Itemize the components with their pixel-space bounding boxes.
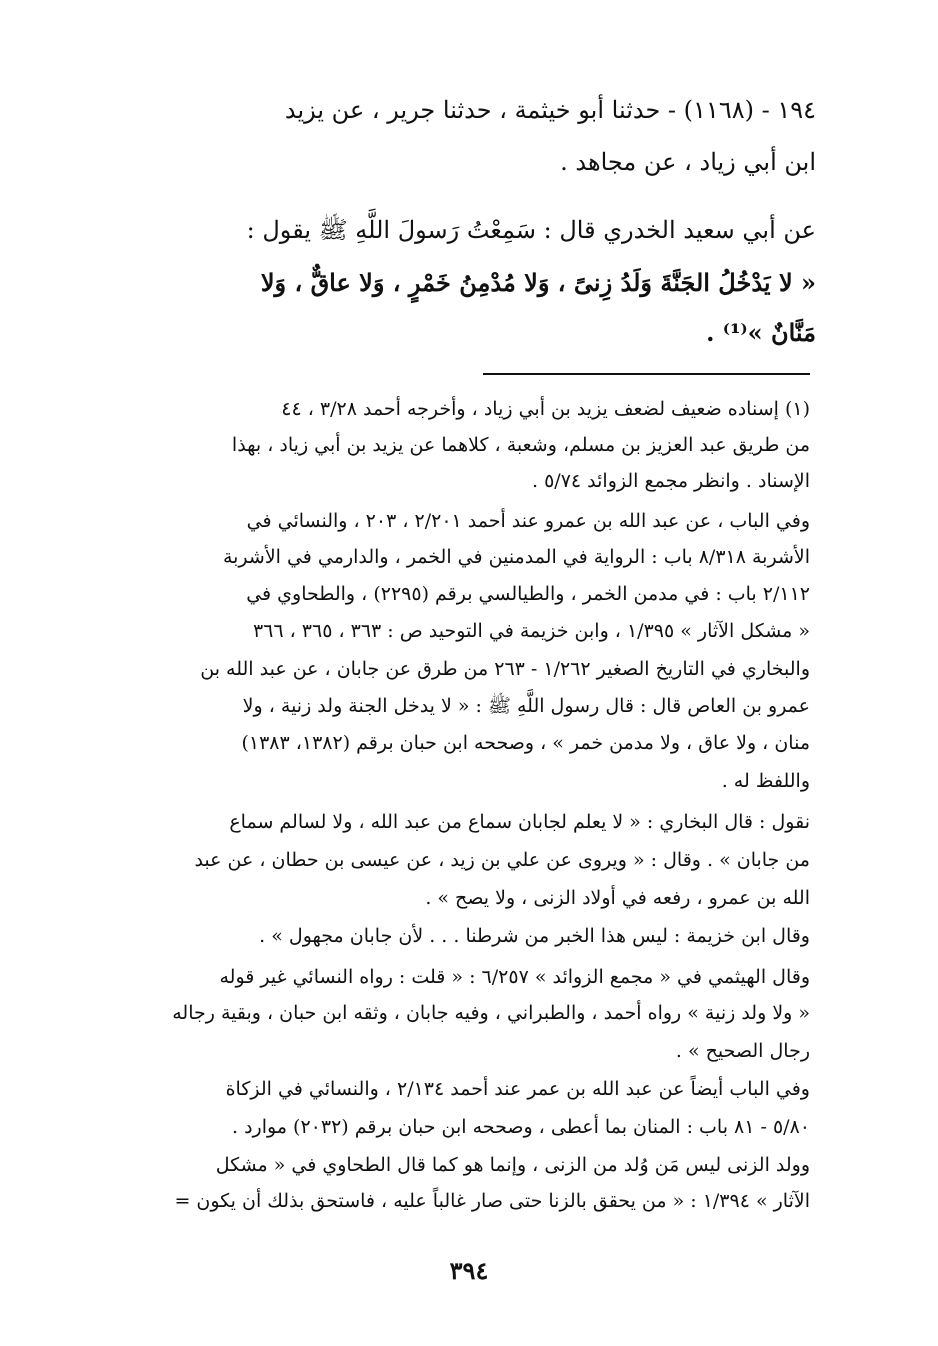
footnote-line: وقال ابن خزيمة : ليس هذا الخبر من شرطنا . . . لأن جابان مجهول » . xyxy=(259,925,810,947)
footnote-line: وقال الهيثمي في « مجمع الزوائد » ٦/٢٥٧ : « قلت : رواه النسائي غير قوله xyxy=(219,966,810,988)
isnad-line-1: ١٩٤ - (١١٦٨) - حدثنا أبو خيثمة ، حدثنا جرير ، عن يزيد xyxy=(284,96,816,124)
page-number: ٣٩٤ xyxy=(449,1256,489,1285)
footnote-line: رجال الصحيح » . xyxy=(675,1040,810,1062)
footnote-line: وولد الزنى ليس مَن وُلد من الزنى ، وإنما هو كما قال الطحاوي في « مشكل xyxy=(215,1154,810,1176)
footnote-line: من جابان » . وقال : « ويروى عن علي بن زيد ، عن عيسى بن حطان ، عن عبد xyxy=(194,849,810,871)
hadith-text-line-1: « لا يَدْخُلُ الجَنَّةَ وَلَدُ زِنىً ، وَلا مُدْمِنُ خَمْرٍ ، وَلا عاقٌّ ، وَلا xyxy=(260,268,816,297)
footnote-line: وفي الباب أيضاً عن عبد الله بن عمر عند أحمد ٢/١٣٤ ، والنسائي في الزكاة xyxy=(225,1078,810,1100)
footnote-line: واللفظ له . xyxy=(721,770,810,792)
footnote-line: ٥/٨٠ - ٨١ باب : المنان بما أعطى ، وصححه ابن حبان برقم (٢٠٣٢) موارد . xyxy=(232,1116,810,1138)
footnote-line: عمرو بن العاص قال : قال رسول اللَّهِ ﷺ : « لا يدخل الجنة ولد زنية ، ولا xyxy=(242,695,810,717)
footnote-line: وفي الباب ، عن عبد الله بن عمرو عند أحمد ٢/٢٠١ ، ٢٠٣ ، والنسائي في xyxy=(246,510,810,532)
isnad-line-2: ابن أبي زياد ، عن مجاهد . xyxy=(560,148,816,176)
footnote-line: « مشكل الآثار » ١/٣٩٥ ، وابن خزيمة في التوحيد ص : ٣٦٣ ، ٣٦٥ ، ٣٦٦ xyxy=(252,620,810,642)
matn-intro: عن أبي سعيد الخدري قال : سَمِعْتُ رَسولَ اللَّهِ ﷺ يقول : xyxy=(246,216,816,244)
footnote-line: الله بن عمرو ، رفعه في أولاد الزنى ، ولا يصح » . xyxy=(425,887,810,909)
footnote-line: من طريق عبد العزيز بن مسلم، وشعبة ، كلاهما عن يزيد بن أبي زياد ، بهذا xyxy=(231,434,810,456)
hadith-text-line-2: مَنَّانٌ »⁽¹⁾ . xyxy=(706,318,816,347)
footnote-line: والبخاري في التاريخ الصغير ١/٢٦٢ - ٢٦٣ من طرق عن جابان ، عن عبد الله بن xyxy=(200,658,810,680)
footnote-line: الأشربة ٨/٣١٨ باب : الرواية في المدمنين في الخمر ، والدارمي في الأشربة xyxy=(222,546,810,568)
footnote-line: « ولا ولد زنية » رواه أحمد ، والطبراني ، وفيه جابان ، وثقه ابن حبان ، وبقية رجاله xyxy=(172,1002,810,1024)
footnote-line: الآثار » ١/٣٩٤ : « من يحقق بالزنا حتى صار غالباً عليه ، فاستحق بذلك أن يكون = xyxy=(174,1190,810,1212)
footnote-line: الإسناد . وانظر مجمع الزوائد ٥/٧٤ . xyxy=(532,470,810,492)
footnote-line: ٢/١١٢ باب : في مدمن الخمر ، والطيالسي برقم (٢٢٩٥) ، والطحاوي في xyxy=(246,583,810,605)
footnote-line: (١) إسناده ضعيف لضعف يزيد بن أبي زياد ، وأخرجه أحمد ٣/٢٨ ، ٤٤ xyxy=(281,398,810,420)
footnote-line: نقول : قال البخاري : « لا يعلم لجابان سماع من عبد الله ، ولا لسالم سماع xyxy=(229,811,810,833)
footnote-line: منان ، ولا عاق ، ولا مدمن خمر » ، وصححه ابن حبان برقم (١٣٨٢، ١٣٨٣) xyxy=(241,732,810,754)
footnote-separator xyxy=(483,373,810,375)
